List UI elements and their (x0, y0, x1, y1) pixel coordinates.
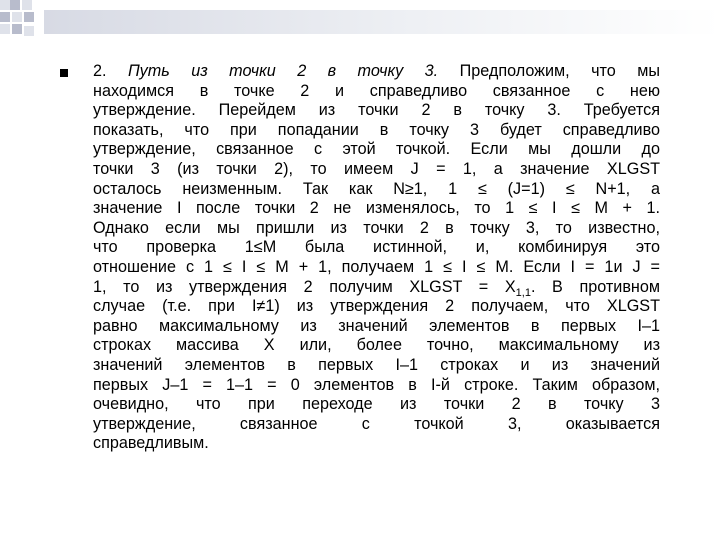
text-line (93, 140, 660, 160)
text-line (93, 121, 660, 141)
line-text: очевидно, что при переходе из точки 2 в точку 3 (93, 395, 660, 414)
text-line (93, 62, 660, 82)
decor-square (0, 24, 10, 34)
decor-square (24, 12, 34, 22)
line-text: точки 3 (из точки 2), то имеем J = 1, а значение XLGST (93, 159, 660, 178)
text-line (93, 82, 660, 102)
decor-square (0, 12, 10, 22)
line-text: 1, то из утверждения 2 получим XLGST = X (93, 277, 516, 296)
text-line (93, 356, 660, 376)
slide-header-decoration (0, 0, 720, 46)
text-line (93, 336, 660, 356)
line-text: равно максимальному из значений элементов в первых I–1 (93, 316, 660, 335)
decor-square (10, 0, 20, 10)
line-text: 2. (93, 62, 128, 80)
bullet-square-icon (60, 69, 68, 77)
line-text: значений элементов в первых I–1 строках и из значений (93, 355, 660, 374)
header-stripe (44, 10, 720, 34)
line-text: . В противном (530, 277, 660, 296)
subscript-index: 1,1 (515, 286, 531, 299)
line-text: показать, что при попадании в точку 3 будет справедливо (93, 120, 660, 139)
text-line (93, 199, 660, 219)
text-line (93, 258, 660, 278)
text-line (93, 278, 660, 298)
text-line (93, 415, 660, 435)
line-text: осталось неизменным. Так как N≥1, 1 ≤ (J=1) ≤ N+1, а (93, 179, 660, 198)
line-text: первых J–1 = 1–1 = 0 элементов в I-й строке. Таким образом, (93, 375, 660, 394)
line-text: случае (т.е. при I≠1) из утверждения 2 получаем, что XLGST (93, 297, 660, 316)
line-text: утверждение. Перейдем из точки 2 в точку 3. Требуется (93, 101, 660, 120)
text-line (93, 376, 660, 396)
text-line (93, 219, 660, 239)
line-text: справедливым. (93, 434, 209, 453)
line-text: отношение с 1 ≤ I ≤ M + 1, получаем 1 ≤ I ≤ M. Если I = 1и J = (93, 257, 660, 276)
text-line (93, 180, 660, 200)
text-line (93, 395, 660, 415)
text-line (93, 297, 660, 317)
line-text: значение I после точки 2 не изменялось, то 1 ≤ I ≤ M + 1. (93, 199, 660, 218)
line-text: что проверка 1≤M была истинной, и, комбинируя это (93, 238, 660, 257)
text-line (93, 317, 660, 337)
decor-square (22, 0, 32, 10)
text-line (93, 238, 660, 258)
line-text: Однако если мы пришли из точки 2 в точку 3, то известно, (93, 218, 660, 237)
text-line (93, 101, 660, 121)
text-line (93, 160, 660, 180)
decor-square (12, 12, 22, 22)
line-text: утверждение, связанное с этой точкой. Если мы дошли до (93, 140, 660, 159)
text-line (93, 434, 660, 454)
decor-square (12, 24, 22, 34)
decor-square (24, 26, 34, 36)
decor-square (0, 0, 10, 10)
section-heading-italic: Путь из точки 2 в точку 3. (127, 62, 439, 80)
line-text: находимся в точке 2 и справедливо связанное с нею (93, 81, 660, 100)
line-text: Предположим, что мы (438, 62, 660, 80)
proof-paragraph (93, 62, 660, 454)
line-text: утверждение, связанное с точкой 3, оказывается (93, 414, 660, 433)
line-text: строках массива X или, более точно, максимальному из (93, 336, 660, 355)
